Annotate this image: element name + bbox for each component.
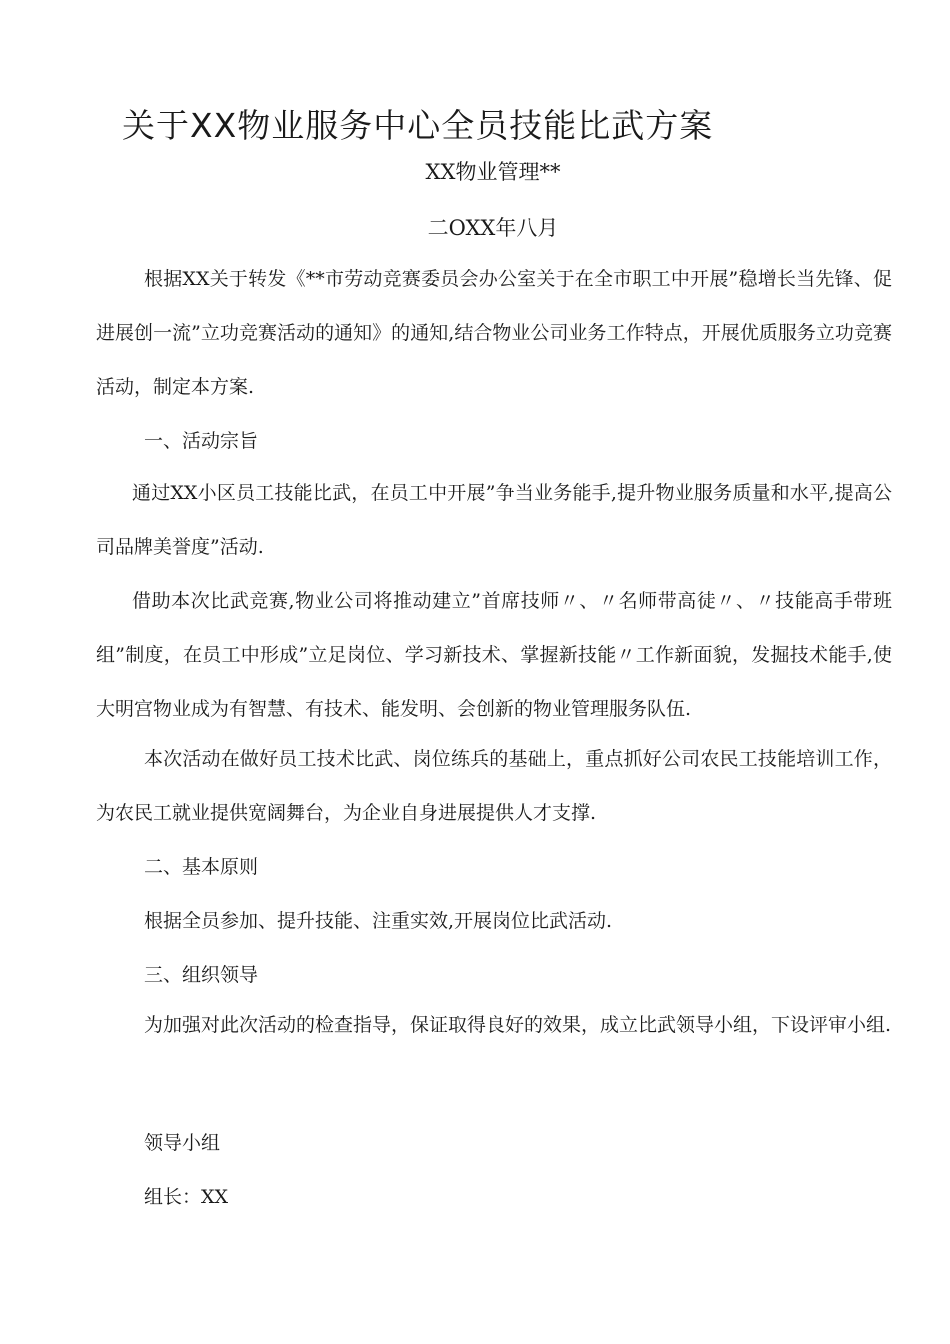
leader-line: 组长：XX <box>144 1186 229 1208</box>
section2-paragraph-1: 根据全员参加、提升技能、注重实效,开展岗位比武活动. <box>144 910 613 932</box>
document-date: 二OXX年八月 <box>427 216 559 240</box>
section1-heading: 一、活动宗旨 <box>144 430 259 452</box>
section3-heading: 三、组织领导 <box>144 964 259 986</box>
section1-paragraph-2: 借助本次比武竞赛,物业公司将推动建立”首席技师〃、〃名师带高徒〃、〃技能高手带班组”制度，在员工中形成”立足岗位、学习新技术、掌握新技能〃工作新面貌，发掘技术能手,使大明宫物业成为有智慧、有技术、能发明、会创新的物业管理服务队伍. <box>96 590 892 720</box>
section1-paragraph-1: 通过XX小区员工技能比武，在员工中开展”争当业务能手,提升物业服务质量和水平,提高公司品牌美誉度”活动. <box>96 482 892 558</box>
section1-paragraph-3: 本次活动在做好员工技术比武、岗位练兵的基础上，重点抓好公司农民工技能培训工作，为农民工就业提供宽阔舞台，为企业自身进展提供人才支撑. <box>96 748 892 824</box>
section2-heading: 二、基本原则 <box>144 856 259 878</box>
intro-paragraph: 根据XX关于转发《**市劳动竞赛委员会办公室关于在全市职工中开展”稳增长当先锋、促进展创一流”立功竞赛活动的通知》的通知,结合物业公司业务工作特点，开展优质服务立功竞赛活动，制定本方案. <box>96 268 892 398</box>
leader-group-label: 领导小组 <box>144 1132 221 1154</box>
section3-paragraph-1: 为加强对此次活动的检查指导，保证取得良好的效果，成立比武领导小组，下设评审小组. <box>144 1014 892 1036</box>
document-subtitle: XX物业管理** <box>425 160 561 184</box>
document-title: 关于XX物业服务中心全员技能比武方案 <box>122 106 714 146</box>
